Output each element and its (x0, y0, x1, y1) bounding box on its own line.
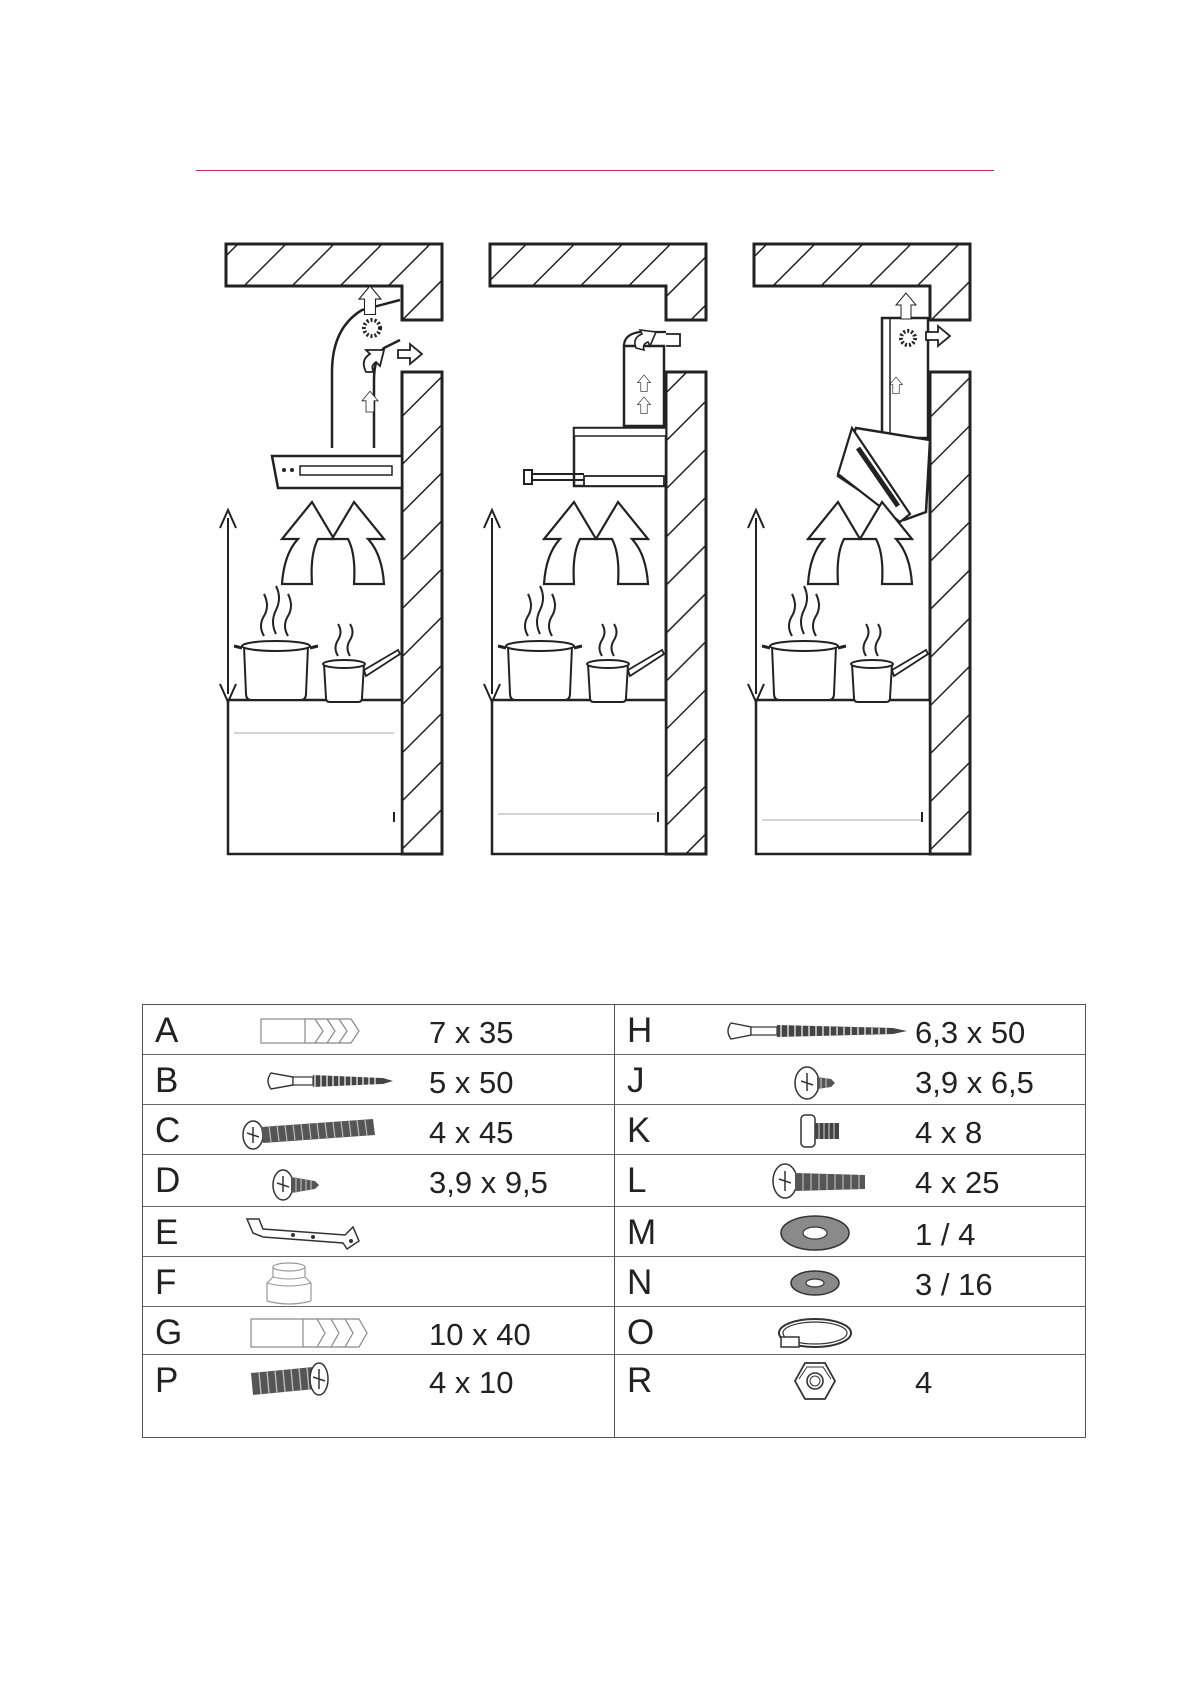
parts-column-right (615, 1005, 1086, 1437)
bolt-icon (715, 1109, 915, 1153)
part-row-k (615, 1105, 1086, 1155)
part-letter: L (627, 1161, 647, 1200)
parts-column-left (143, 1005, 615, 1437)
parts-table (142, 1004, 1086, 1438)
part-row-p (143, 1355, 614, 1407)
part-size: 3 / 16 (915, 1267, 993, 1302)
hose-clamp-icon (715, 1311, 915, 1355)
part-size: 7 x 35 (429, 1015, 514, 1050)
wood-screw-icon (233, 1059, 433, 1103)
part-row-c (143, 1105, 614, 1155)
part-letter: H (627, 1011, 653, 1050)
part-size: 4 x 25 (915, 1165, 1000, 1200)
part-letter: O (627, 1313, 655, 1352)
part-row-m (615, 1207, 1086, 1257)
part-size: 4 (915, 1365, 933, 1400)
machine-screw-icon (233, 1109, 433, 1153)
illustration-2 (484, 244, 706, 854)
medium-screw-icon (715, 1159, 915, 1203)
part-row-h (615, 1005, 1086, 1055)
part-letter: E (155, 1213, 179, 1252)
reducer-collar-icon (233, 1261, 433, 1305)
self-tapping-screw-icon (233, 1159, 433, 1203)
part-size: 6,3 x 50 (915, 1015, 1026, 1050)
part-row-g (143, 1307, 614, 1355)
part-size: 4 x 10 (429, 1365, 514, 1400)
part-letter: A (155, 1011, 179, 1050)
part-letter: K (627, 1111, 651, 1150)
part-size: 5 x 50 (429, 1065, 514, 1100)
part-letter: P (155, 1361, 179, 1400)
long-wood-screw-icon (715, 1009, 915, 1053)
part-letter: R (627, 1361, 653, 1400)
bracket-icon (233, 1211, 433, 1255)
part-size: 1 / 4 (915, 1217, 976, 1252)
flange-screw-icon (715, 1059, 915, 1103)
part-size: 3,9 x 9,5 (429, 1165, 548, 1200)
washer-icon (715, 1211, 915, 1255)
part-size: 4 x 8 (915, 1115, 983, 1150)
wall-plug-icon (233, 1009, 433, 1053)
part-letter: J (627, 1061, 645, 1100)
part-letter: C (155, 1111, 181, 1150)
part-row-o (615, 1307, 1086, 1355)
illustration-3 (748, 244, 970, 854)
part-letter: D (155, 1161, 181, 1200)
part-letter: N (627, 1263, 653, 1302)
part-letter: F (155, 1263, 177, 1302)
part-letter: M (627, 1213, 657, 1252)
part-letter: G (155, 1313, 183, 1352)
part-row-f (143, 1257, 614, 1307)
part-size: 10 x 40 (429, 1317, 531, 1352)
hex-nut-icon (715, 1359, 915, 1403)
part-row-a (143, 1005, 614, 1055)
part-size: 4 x 45 (429, 1115, 514, 1150)
part-row-r (615, 1355, 1086, 1407)
small-washer-icon (715, 1261, 915, 1305)
part-row-d (143, 1155, 614, 1207)
part-row-l (615, 1155, 1086, 1207)
part-letter: B (155, 1061, 179, 1100)
part-row-j (615, 1055, 1086, 1105)
part-row-e (143, 1207, 614, 1257)
short-screw-icon (233, 1359, 433, 1403)
large-wall-plug-icon (233, 1311, 433, 1355)
part-row-b (143, 1055, 614, 1105)
part-row-n (615, 1257, 1086, 1307)
illustration-1 (220, 244, 442, 854)
part-size: 3,9 x 6,5 (915, 1065, 1034, 1100)
